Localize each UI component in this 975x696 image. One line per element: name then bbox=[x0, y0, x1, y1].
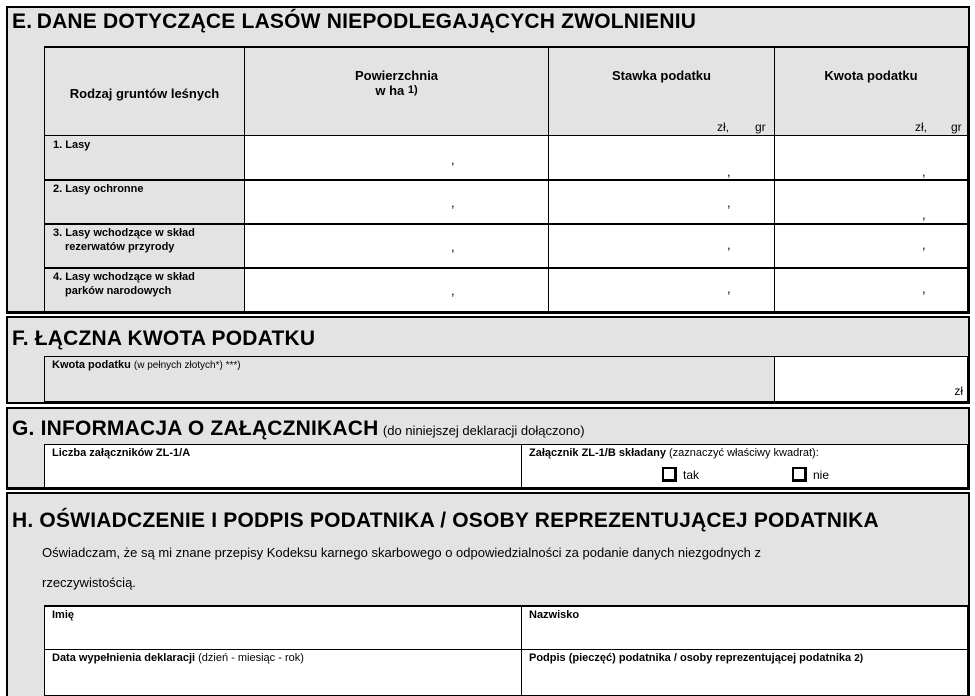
total-tax-label-cell bbox=[44, 356, 775, 402]
row-4-area-separator: , bbox=[451, 283, 455, 298]
row-1-amount-separator: , bbox=[922, 164, 926, 179]
row-4-rate-separator: , bbox=[727, 281, 731, 296]
statement-line-2: rzeczywistością. bbox=[42, 575, 136, 590]
row-1-rate-separator: , bbox=[727, 164, 731, 179]
section-divider bbox=[6, 402, 970, 409]
date-label-text: Data wypełnienia deklaracji bbox=[52, 652, 196, 664]
row-3-rate-separator: , bbox=[727, 237, 731, 252]
row-1-label bbox=[44, 135, 245, 180]
first-name-field[interactable] bbox=[44, 605, 522, 650]
row-1-amount-input[interactable] bbox=[774, 135, 968, 180]
signature-note: 2) bbox=[854, 653, 864, 664]
attachment-b-note: (zaznaczyć właściwy kwadrat): bbox=[669, 447, 819, 459]
row-2-area-separator: , bbox=[451, 195, 455, 210]
checkbox-yes[interactable] bbox=[662, 467, 677, 482]
row-2-label-text: 2. Lasy ochronne bbox=[53, 183, 144, 195]
row-3-amount-separator: , bbox=[922, 237, 926, 252]
col-header-rate-gr: gr bbox=[755, 120, 766, 134]
row-2-amount-input[interactable] bbox=[774, 179, 968, 224]
date-field[interactable] bbox=[44, 649, 522, 696]
row-1-area-input[interactable] bbox=[244, 135, 549, 180]
row-2-label bbox=[44, 179, 245, 224]
row-3-area-input[interactable] bbox=[244, 223, 549, 268]
section-g-heading: G. INFORMACJA O ZAŁĄCZNIKACH bbox=[12, 417, 379, 440]
attachments-count-field[interactable] bbox=[44, 444, 522, 489]
row-4-label-line2: parków narodowych bbox=[65, 285, 172, 297]
signature-field[interactable] bbox=[521, 649, 968, 696]
section-divider bbox=[6, 487, 970, 494]
total-tax-note: (w pełnych złotych*) ***) bbox=[133, 360, 241, 371]
section-f-heading: F. ŁĄCZNA KWOTA PODATKU bbox=[12, 327, 316, 350]
attachment-b-label bbox=[529, 447, 819, 459]
row-3-label-line1: 3. Lasy wchodzące w skład bbox=[53, 227, 195, 239]
statement-line-1: Oświadczam, że są mi znane przepisy Kodeksu karnego skarbowego o odpowiedzialności za podanie danych niezgodnych z bbox=[42, 545, 762, 560]
section-e-title bbox=[12, 10, 696, 34]
row-4-area-input[interactable] bbox=[244, 267, 549, 312]
col-header-amount-gr: gr bbox=[951, 120, 962, 134]
section-e-letter: E. bbox=[12, 10, 33, 33]
col-header-area bbox=[244, 46, 549, 136]
attachment-b-field bbox=[521, 444, 968, 489]
row-4-label-line1: 4. Lasy wchodzące w skład bbox=[53, 271, 195, 283]
date-label bbox=[52, 652, 304, 664]
option-no[interactable] bbox=[792, 467, 829, 482]
col-header-rate-label: Stawka podatku bbox=[612, 68, 711, 83]
row-4-amount-input[interactable] bbox=[774, 267, 968, 312]
checkbox-no[interactable] bbox=[792, 467, 807, 482]
row-4-rate-input[interactable] bbox=[548, 267, 775, 312]
row-3-label-text bbox=[53, 226, 195, 254]
col-header-area-line1: Powierzchnia bbox=[354, 68, 439, 83]
last-name-label: Nazwisko bbox=[529, 609, 580, 621]
section-h-heading: H. OŚWIADCZENIE I PODPIS PODATNIKA / OSOBY REPREZENTUJĄCEJ PODATNIKA bbox=[12, 509, 879, 532]
row-3-label-line2: rezerwatów przyrody bbox=[65, 241, 175, 253]
last-name-field[interactable] bbox=[521, 605, 968, 650]
col-header-type bbox=[44, 46, 245, 136]
row-4-label bbox=[44, 267, 245, 312]
col-header-rate bbox=[548, 46, 775, 136]
option-no-label: nie bbox=[813, 468, 830, 482]
row-2-amount-separator: , bbox=[922, 207, 926, 222]
section-g-subtitle: (do niniejszej deklaracji dołączono) bbox=[382, 423, 585, 438]
row-3-area-separator: , bbox=[451, 239, 455, 254]
attachments-count-label: Liczba załączników ZL-1/A bbox=[52, 447, 191, 459]
date-note: (dzień - miesiąc - rok) bbox=[198, 652, 304, 664]
first-name-label: Imię bbox=[52, 609, 75, 621]
row-2-rate-separator: , bbox=[727, 195, 731, 210]
col-header-amount-label: Kwota podatku bbox=[824, 68, 918, 83]
row-3-label bbox=[44, 223, 245, 268]
col-header-area-unit: w ha bbox=[375, 83, 405, 98]
signature-label-text: Podpis (pieczęć) podatnika / osoby reprezentującej podatnika bbox=[529, 652, 852, 664]
section-g-title bbox=[12, 417, 585, 441]
row-4-label-text bbox=[53, 270, 195, 298]
row-1-area-separator: , bbox=[451, 152, 455, 167]
col-header-amount bbox=[774, 46, 968, 136]
col-header-amount-zl: zł, bbox=[915, 120, 927, 134]
row-3-rate-input[interactable] bbox=[548, 223, 775, 268]
col-header-area-footnote: 1) bbox=[407, 84, 418, 96]
option-yes-label: tak bbox=[683, 468, 700, 482]
total-tax-unit: zł bbox=[954, 384, 963, 398]
row-2-area-input[interactable] bbox=[244, 179, 549, 224]
total-tax-input[interactable] bbox=[774, 356, 968, 402]
section-e-heading: DANE DOTYCZĄCE LASÓW NIEPODLEGAJĄCYCH ZWOLNIENIU bbox=[36, 10, 697, 33]
col-header-area-line2 bbox=[245, 83, 548, 98]
col-header-rate-zl: zł, bbox=[717, 120, 729, 134]
row-1-rate-input[interactable] bbox=[548, 135, 775, 180]
attachment-b-label-text: Załącznik ZL-1/B składany bbox=[529, 447, 666, 459]
section-divider bbox=[6, 311, 970, 318]
col-header-type-label: Rodzaj gruntów leśnych bbox=[69, 86, 220, 101]
row-1-label-text: 1. Lasy bbox=[53, 139, 91, 151]
signature-label bbox=[529, 652, 863, 664]
total-tax-label-text: Kwota podatku bbox=[52, 359, 131, 371]
row-4-amount-separator: , bbox=[922, 281, 926, 296]
total-tax-label bbox=[52, 359, 241, 371]
row-3-amount-input[interactable] bbox=[774, 223, 968, 268]
option-yes[interactable] bbox=[662, 467, 699, 482]
row-2-rate-input[interactable] bbox=[548, 179, 775, 224]
